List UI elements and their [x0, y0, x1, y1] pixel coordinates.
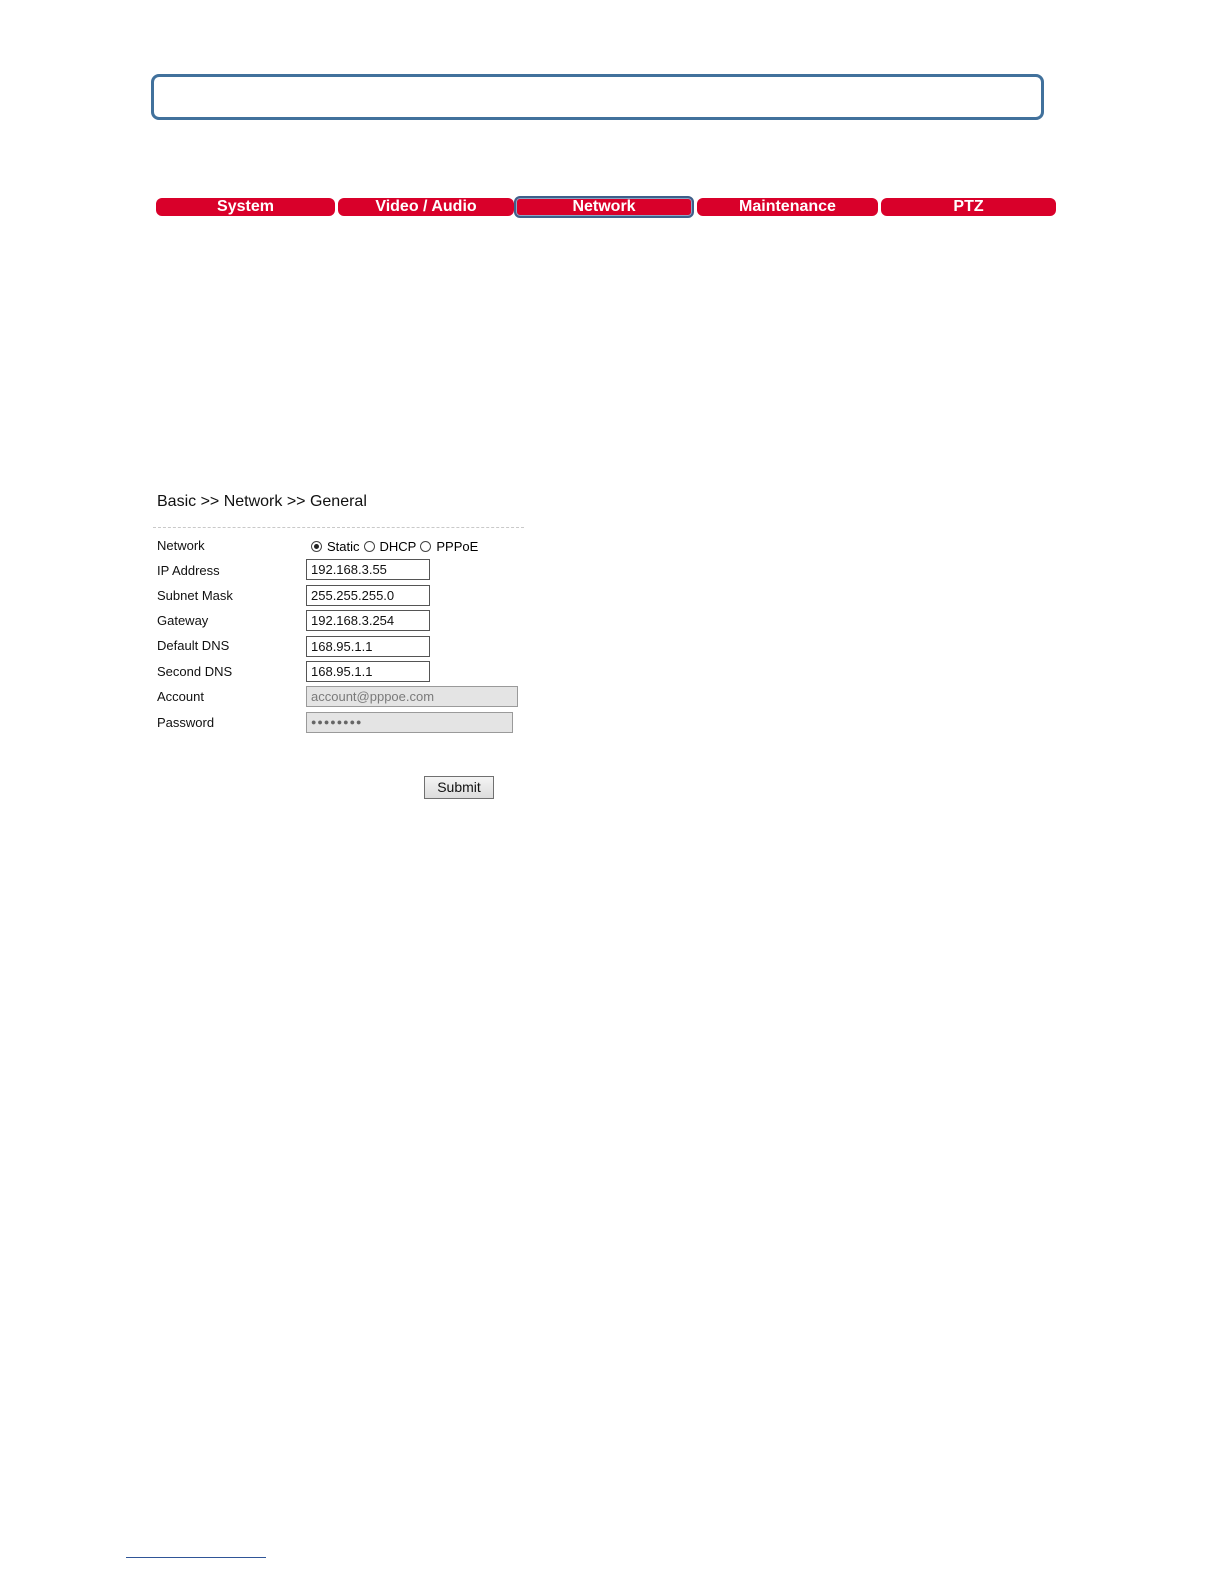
ip-address-input[interactable]: 192.168.3.55 [306, 559, 430, 580]
radio-dhcp-label: DHCP [379, 539, 417, 554]
account-label: Account [157, 689, 204, 704]
tab-maintenance[interactable]: Maintenance [697, 198, 878, 216]
radio-static-label: Static [327, 539, 360, 554]
tab-network[interactable]: Network [514, 196, 694, 218]
default-dns-input[interactable]: 168.95.1.1 [306, 636, 430, 657]
gateway-label: Gateway [157, 613, 209, 628]
radio-pppoe[interactable] [420, 541, 431, 552]
footnote-separator [126, 1557, 266, 1558]
second-dns-input[interactable]: 168.95.1.1 [306, 661, 430, 682]
subnet-mask-label: Subnet Mask [157, 588, 233, 603]
radio-dhcp[interactable] [364, 541, 375, 552]
password-label: Password [157, 715, 215, 730]
account-input[interactable]: account@pppoe.com [306, 686, 518, 707]
tab-ptz[interactable]: PTZ [881, 198, 1056, 216]
subnet-mask-input[interactable]: 255.255.255.0 [306, 585, 430, 606]
network-mode-radio-group [311, 539, 482, 555]
section-divider [153, 527, 524, 528]
tab-video-audio[interactable]: Video / Audio [338, 198, 514, 216]
default-dns-label: Default DNS [157, 638, 230, 653]
second-dns-label: Second DNS [157, 664, 233, 679]
radio-pppoe-label: PPPoE [436, 539, 479, 554]
submit-button[interactable]: Submit [424, 776, 494, 799]
ip-address-label: IP Address [157, 563, 220, 578]
password-input[interactable]: ●●●●●●●● [306, 712, 513, 733]
title-box [151, 74, 1044, 120]
gateway-input[interactable]: 192.168.3.254 [306, 610, 430, 631]
network-label: Network [157, 538, 205, 553]
tab-system[interactable]: System [156, 198, 335, 216]
breadcrumb: Basic >> Network >> General [157, 493, 367, 510]
radio-static[interactable] [311, 541, 322, 552]
main-tab-bar [156, 196, 1056, 218]
